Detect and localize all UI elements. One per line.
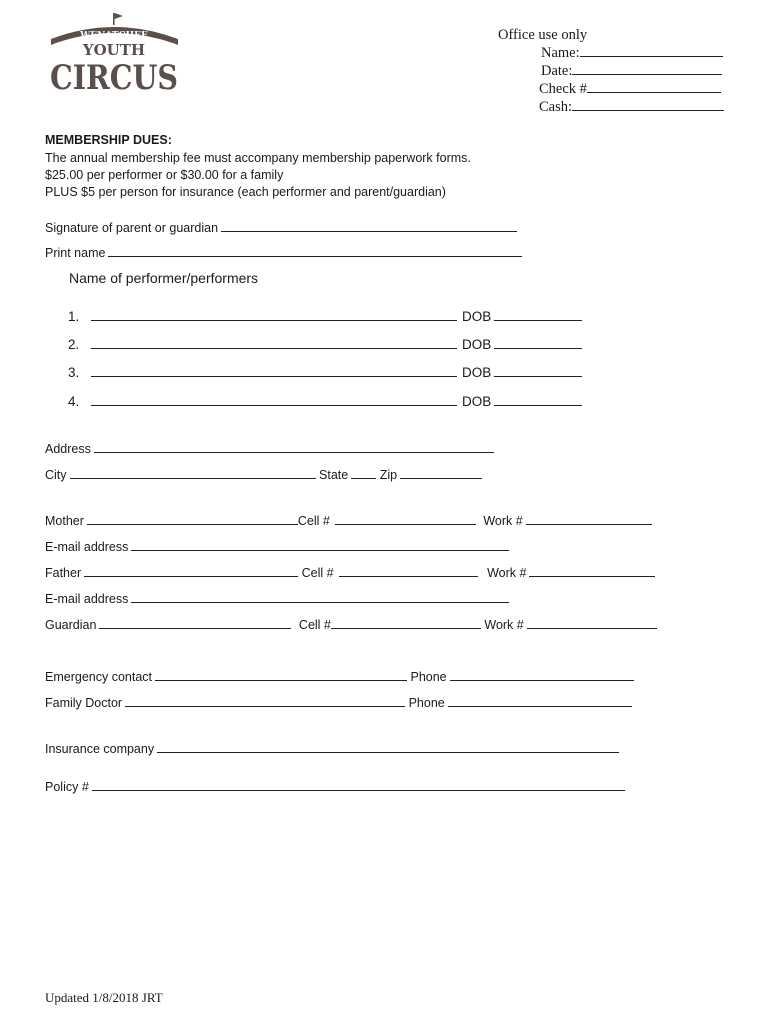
mother-email-label: E-mail address: [45, 540, 129, 554]
mother-field[interactable]: [87, 524, 298, 525]
performer-row-4: [68, 394, 582, 409]
insurance-row: [45, 741, 619, 757]
signature-row: [45, 220, 517, 236]
circus-logo: [47, 13, 182, 100]
guardian-field[interactable]: [99, 628, 291, 629]
performer-name-field-4[interactable]: [91, 405, 457, 406]
office-check-label: Check #: [539, 81, 587, 97]
father-field[interactable]: [84, 576, 298, 577]
signature-field[interactable]: [221, 231, 517, 232]
dues-heading: MEMBERSHIP DUES:: [45, 133, 172, 147]
father-work-label: Work #: [487, 566, 527, 580]
logo-line-2: YOUTH: [82, 41, 146, 59]
father-label: Father: [45, 566, 82, 580]
father-work-field[interactable]: [529, 576, 655, 577]
city-field[interactable]: [70, 478, 316, 479]
mother-cell-field[interactable]: [335, 524, 476, 525]
mother-work-label: Work #: [483, 514, 523, 528]
dues-line-3: PLUS $5 per person for insurance (each performer and parent/guardian): [45, 185, 446, 199]
performer-name-field-3[interactable]: [91, 376, 457, 377]
office-cash-field[interactable]: [572, 110, 724, 111]
dob-field-4[interactable]: [494, 405, 582, 406]
logo-line-3: CIRCUS: [50, 58, 178, 98]
city-row: [45, 467, 482, 483]
office-use-heading: Office use only: [498, 27, 588, 43]
guardian-work-label: Work #: [484, 618, 524, 632]
performer-number-3: 3.: [68, 365, 80, 380]
policy-label: Policy #: [45, 780, 89, 794]
office-use-block: [498, 26, 724, 116]
address-field[interactable]: [94, 452, 494, 453]
office-date-row: [498, 62, 724, 80]
doctor-phone-field[interactable]: [448, 706, 632, 707]
dob-label-4: DOB: [462, 394, 492, 409]
dob-label-3: DOB: [462, 365, 492, 380]
guardian-work-field[interactable]: [527, 628, 657, 629]
guardian-row: [45, 617, 657, 633]
insurance-field[interactable]: [157, 752, 619, 753]
performers-heading: Name of performer/performers: [69, 270, 259, 286]
zip-label: Zip: [379, 468, 398, 482]
policy-row: [45, 779, 625, 795]
performer-name-field-2[interactable]: [91, 348, 457, 349]
policy-field[interactable]: [92, 790, 625, 791]
dob-label-1: DOB: [462, 309, 492, 324]
office-check-field[interactable]: [587, 92, 721, 93]
mother-cell-label: Cell #: [297, 514, 330, 528]
dob-field-2[interactable]: [494, 348, 582, 349]
print-name-row: [45, 245, 522, 261]
emergency-field[interactable]: [155, 680, 407, 681]
emergency-phone-field[interactable]: [450, 680, 634, 681]
address-row: [45, 441, 494, 457]
doctor-phone-label: Phone: [408, 696, 445, 710]
state-label: State: [319, 468, 349, 482]
emergency-label: Emergency contact: [45, 670, 152, 684]
performer-row-3: [68, 365, 582, 380]
father-cell-label: Cell #: [301, 566, 334, 580]
emergency-row: [45, 669, 634, 685]
dues-line-2: $25.00 per performer or $30.00 for a family: [45, 168, 284, 182]
mother-email-row: [45, 539, 509, 555]
print-name-field[interactable]: [108, 256, 522, 257]
performer-number-1: 1.: [68, 309, 80, 324]
dob-label-2: DOB: [462, 337, 492, 352]
office-date-field[interactable]: [572, 74, 722, 75]
insurance-label: Insurance company: [45, 742, 155, 756]
doctor-field[interactable]: [125, 706, 405, 707]
father-cell-field[interactable]: [339, 576, 478, 577]
father-row: [45, 565, 655, 581]
doctor-label: Family Doctor: [45, 696, 123, 710]
performer-row-1: [68, 309, 582, 324]
mother-label: Mother: [45, 514, 84, 528]
dob-field-1[interactable]: [494, 320, 582, 321]
office-name-label: Name:: [541, 45, 580, 61]
office-check-row: [498, 80, 724, 98]
signature-label: Signature of parent or guardian: [45, 221, 219, 235]
mother-email-field[interactable]: [131, 550, 509, 551]
zip-field[interactable]: [400, 478, 482, 479]
guardian-cell-label: Cell #: [298, 618, 331, 632]
state-field[interactable]: [351, 478, 376, 479]
performer-number-4: 4.: [68, 394, 80, 409]
print-name-label: Print name: [45, 246, 106, 260]
logo-line-1: WENATCHEE: [80, 31, 148, 41]
footer-updated: Updated 1/8/2018 JRT: [45, 990, 163, 1005]
performer-number-2: 2.: [68, 337, 80, 352]
office-cash-row: [498, 98, 724, 116]
doctor-row: [45, 695, 632, 711]
city-label: City: [45, 468, 67, 482]
emergency-phone-label: Phone: [410, 670, 447, 684]
office-date-label: Date:: [541, 63, 573, 79]
mother-row: [45, 513, 652, 529]
guardian-label: Guardian: [45, 618, 97, 632]
dob-field-3[interactable]: [494, 376, 582, 377]
office-name-field[interactable]: [580, 56, 723, 57]
address-label: Address: [45, 442, 91, 456]
guardian-cell-field[interactable]: [331, 628, 481, 629]
office-name-row: [498, 44, 724, 62]
performer-row-2: [68, 337, 582, 352]
mother-work-field[interactable]: [526, 524, 652, 525]
father-email-row: [45, 591, 509, 607]
performer-name-field-1[interactable]: [91, 320, 457, 321]
dues-line-1: The annual membership fee must accompany membership paperwork forms.: [45, 151, 471, 165]
father-email-field[interactable]: [131, 602, 509, 603]
father-email-label: E-mail address: [45, 592, 129, 606]
office-cash-label: Cash:: [539, 99, 573, 115]
